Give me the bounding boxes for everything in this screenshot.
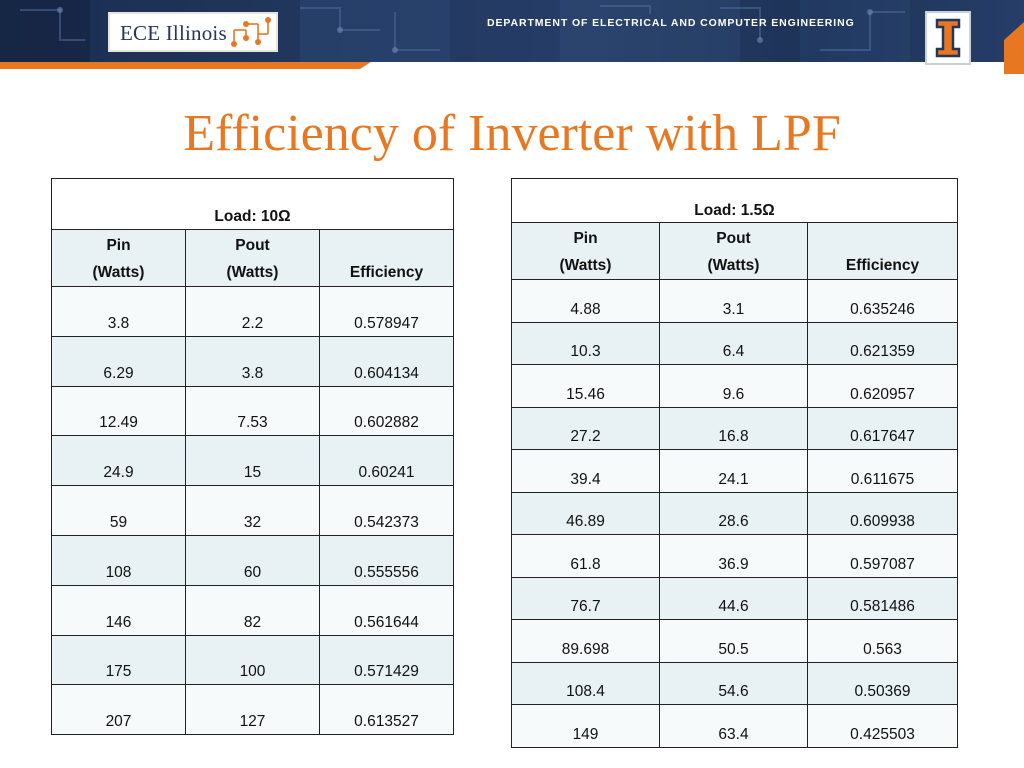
table-row [512,450,958,493]
pin-cell: 146 [52,585,186,635]
table-caption-row [512,179,958,223]
pout-cell: 6.4 [660,322,808,365]
table-header-row [52,230,454,287]
pout-cell: 63.4 [660,705,808,748]
pin-cell: 175 [52,635,186,685]
pout-cell: 15 [186,436,320,486]
pout-cell: 2.2 [186,287,320,337]
slide-title: Efficiency of Inverter with LPF [183,105,841,162]
table-row [52,486,454,536]
table-row [512,280,958,323]
pout-cell: 9.6 [660,365,808,408]
header-banner [0,0,1024,74]
pin-cell: 15.46 [512,365,660,408]
header-unit: (Watts) [559,257,612,274]
efficiency-cell: 0.571429 [320,635,454,685]
table-caption: Load: 1.5Ω [512,179,958,223]
header-unit: (Watts) [226,264,279,281]
efficiency-cell: 0.604134 [320,336,454,386]
efficiency-cell: 0.617647 [808,407,958,450]
load-1-5-ohm-table [511,178,958,748]
load-10-ohm-table [51,178,454,735]
table-header-row [512,223,958,280]
header-line: Pin [106,237,131,254]
table-row [512,492,958,535]
column-header-pout [660,223,808,280]
column-header-pin [512,223,660,280]
pout-cell: 16.8 [660,407,808,450]
pout-cell: 28.6 [660,492,808,535]
efficiency-cell: 0.611675 [808,450,958,493]
header-unit: (Watts) [707,257,760,274]
illinois-block-i-icon [927,13,969,63]
header-line: Pout [716,230,751,247]
header-unit: (Watts) [92,264,145,281]
column-header-pout [186,230,320,287]
pin-cell: 108.4 [512,662,660,705]
pin-cell: 6.29 [52,336,186,386]
pin-cell: 12.49 [52,386,186,436]
table-row [52,287,454,337]
table-row [512,535,958,578]
pout-cell: 32 [186,486,320,536]
pout-cell: 127 [186,685,320,735]
table-row [52,386,454,436]
column-header-efficiency [808,223,958,280]
efficiency-cell: 0.581486 [808,577,958,620]
ece-logo-text: ECE Illinois [120,21,227,45]
table-caption-row [52,179,454,230]
circuit-icon [228,16,272,48]
table-row [52,635,454,685]
pout-cell: 24.1 [660,450,808,493]
banner-accent-stripe [0,62,1024,74]
header-unit: Efficiency [349,264,424,281]
ece-illinois-logo[interactable] [108,12,278,52]
table-row [512,705,958,748]
table-row [52,535,454,585]
pin-cell: 59 [52,486,186,536]
efficiency-cell: 0.621359 [808,322,958,365]
pout-cell: 100 [186,635,320,685]
department-name: DEPARTMENT OF ELECTRICAL AND COMPUTER ENGINEERING [487,17,855,29]
efficiency-cell: 0.561644 [320,585,454,635]
pout-cell: 3.8 [186,336,320,386]
efficiency-cell: 0.613527 [320,685,454,735]
pin-cell: 46.89 [512,492,660,535]
table-row [52,336,454,386]
pout-cell: 36.9 [660,535,808,578]
column-header-efficiency [320,230,454,287]
pin-cell: 3.8 [52,287,186,337]
table-row [512,365,958,408]
header-line: Pin [573,230,598,247]
pin-cell: 89.698 [512,620,660,663]
pout-cell: 54.6 [660,662,808,705]
table-row [512,322,958,365]
table-row [512,407,958,450]
table-row [512,620,958,663]
pout-cell: 50.5 [660,620,808,663]
efficiency-cell: 0.60241 [320,436,454,486]
pin-cell: 24.9 [52,436,186,486]
banner-edge-accent [1004,0,1024,74]
efficiency-cell: 0.563 [808,620,958,663]
efficiency-cell: 0.597087 [808,535,958,578]
efficiency-cell: 0.635246 [808,280,958,323]
efficiency-cell: 0.50369 [808,662,958,705]
header-line: Pout [235,237,270,254]
pout-cell: 3.1 [660,280,808,323]
efficiency-cell: 0.542373 [320,486,454,536]
table-row [512,662,958,705]
pin-cell: 207 [52,685,186,735]
efficiency-cell: 0.425503 [808,705,958,748]
efficiency-cell: 0.620957 [808,365,958,408]
table-row [52,585,454,635]
pout-cell: 7.53 [186,386,320,436]
pout-cell: 44.6 [660,577,808,620]
table-caption: Load: 10Ω [52,179,454,230]
pin-cell: 10.3 [512,322,660,365]
pin-cell: 76.7 [512,577,660,620]
pout-cell: 82 [186,585,320,635]
header-unit: Efficiency [845,257,920,274]
efficiency-cell: 0.555556 [320,535,454,585]
pin-cell: 27.2 [512,407,660,450]
pout-cell: 60 [186,535,320,585]
table-body [512,280,958,748]
efficiency-cell: 0.602882 [320,386,454,436]
table-row [52,685,454,735]
table-body [52,287,454,735]
pin-cell: 149 [512,705,660,748]
efficiency-cell: 0.609938 [808,492,958,535]
pin-cell: 39.4 [512,450,660,493]
pin-cell: 4.88 [512,280,660,323]
table-row [52,436,454,486]
block-i-logo[interactable] [925,11,971,65]
efficiency-cell: 0.578947 [320,287,454,337]
table-row [512,577,958,620]
pin-cell: 61.8 [512,535,660,578]
pin-cell: 108 [52,535,186,585]
column-header-pin [52,230,186,287]
